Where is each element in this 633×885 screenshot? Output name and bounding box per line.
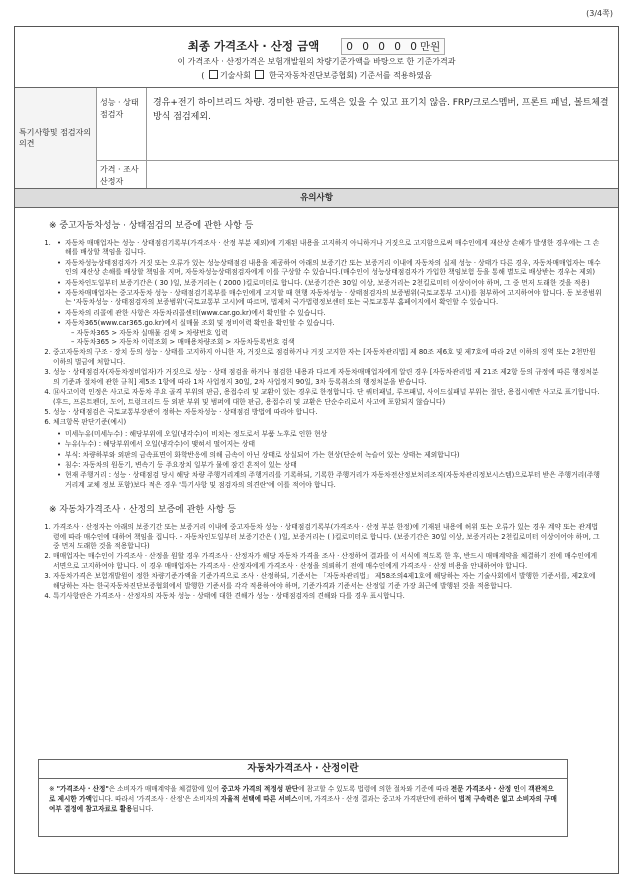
car365-text: 자동차365(www.car365.go.kr)에서 실매물 조회 및 정비이력 확인을 확인할 수 있습니다.	[65, 319, 335, 328]
final-price-description: 이 가격조사 · 산정가격은 보험개발원의 차량기준가액을 바탕으로 한 기준가격과	[177, 57, 456, 66]
appraiser-label: 가격 · 조사산정자	[97, 161, 147, 188]
list-item: 4. ⑭사고이력 인정은 사고로 자동차 주요 골격 부위의 판금, 용접수리 및 교환이 있는 경우로 한정합니다. 단 쿼터패널, 루프패널, 사이드실패널 부위는 절단, 용접시에만 사고로 표기합니다. (후드, 프론트펜더, 도어, 트렁크리드 등 외판 부위 및 범퍼에 대한 판금, 용접수리 및 교환은 단순수리로서 사고에 포함되지 않습니다)	[53, 388, 604, 407]
list-item: • 자동차매매업자는 중고자동차 성능 · 상태점검기록부를 매수인에게 고지할 때 현행 자동차성능 · 상태점검자의 보증범위(국토교통부 고시)를 첨부하여 고지하여야 합니다. 동 보증범위는 '자동차성능 · 상태점검자의 보증범위'(국토교통부 고시)에 따르며, 법제처 국가법령정보센터 또는 국토교통부 홈페이지에서 확인할 수 있습니다.	[65, 289, 604, 308]
criteria-heading: 체크항목 판단기준(예시)	[53, 418, 127, 427]
text-part: "가격조사 · 산정"	[56, 785, 109, 793]
final-price-section	[15, 27, 618, 88]
list-item: 3. 자동차가격은 보험개발원이 정한 차량기준가액을 기준가격으로 조사 · 산정하되, 기준서는 「자동차관리법」 제58조의4제1호에 해당하는 자는 기술사회에서 발행한 기준서를, 제2호에 해당하는 자는 한국자동차진단보증협회에서 발행한 기준서를 각각 적용하여야 하며, 기준가격과 기준서는 산정일 기준 가장 최근에 발행된 것을 적용합니다.	[53, 572, 604, 591]
list-item: • 현재 주행거리 : 성능 · 상태점검 당시 해당 차량 주행거리계의 주행거리를 기록하되, 기록한 주행거리가 자동차전산정보처리조직(자동차관리정보시스템)으로부터 받은 주행거리(주행거리계 교체 정보 포함)보다 적은 경우 '특기사항 및 점검자의 의견란'에 이를 적어야 합니다.	[65, 471, 604, 490]
amount-value: 0 0 0 0 0	[346, 41, 420, 53]
list-item: • 미세누유(미세누수) : 해당부위에 오일(냉각수)이 비치는 정도로서 부품 노후로 인한 현상	[65, 430, 604, 439]
amount-unit: 만원	[419, 41, 441, 53]
checkbox-diagnosis-association[interactable]	[255, 70, 264, 79]
list-item: • 자동차의 리콜에 관한 사항은 자동차리콜센터(www.car.go.kr)에서 확인할 수 있습니다.	[65, 309, 604, 318]
text-part: 됩니다.	[132, 805, 154, 813]
opinion-content	[97, 88, 618, 188]
text-part: 은 소비자가 매매계약을 체결함에 있어	[108, 785, 222, 793]
list-item: 3. 성능 · 상태점검자(자동차정비업자)가 거짓으로 성능 · 상태 점검을 하거나 점검한 내용과 다르게 자동차매매업자에게 알린 경우 [자동차관리법 제 21조 제2항 등의 규정에 따른 행정처분의 기준과 절차에 관한 규칙] 제5조 1항에 따라 1차 사업정지 30일, 2차 사업정지 90일, 3차 등록취소의 행정처분을 받습니다.	[53, 368, 604, 387]
form-frame	[14, 26, 619, 874]
price-appraisal-definition-box	[38, 759, 568, 837]
inspector-label: 성능 · 상태점검자	[97, 88, 147, 160]
text-part: 에 참고할 수 있도록 법령에 의한 절차와 기준에 따라	[298, 785, 451, 793]
appraiser-opinion-text[interactable]	[147, 161, 618, 188]
definition-text	[39, 779, 567, 819]
inspector-opinion-text[interactable]: 경유+전기 하이브리드 차량. 경미한 판금, 도색은 있을 수 있고 표기치 않음. FRP/크로스멤버, 프론트 패널, 볼트체결방식 점검제외.	[153, 98, 609, 122]
list-item: • 부식: 차량하부와 외판의 금속표면이 화학반응에 의해 금속이 아닌 상태로 상실되어 가는 현상(단순히 녹슬어 있는 상태는 제외합니다)	[65, 451, 604, 460]
text-part: 이며, 가격조사 · 산정 결과는 중고차 가격판단에 관하여	[297, 795, 459, 803]
checkbox-engineers-association[interactable]	[209, 70, 218, 79]
car365-step-1: – 자동차365 > 자동차 실매물 검색 > 차량번호 입력	[71, 328, 228, 337]
inspection-notes-list	[15, 239, 618, 490]
final-price-title: 최종 가격조사 · 산정 금액	[187, 39, 320, 53]
car365-step-2: – 자동차365 > 자동차 이력조회 > 매매용차량조회 > 자동차등록번호 검색	[71, 338, 295, 347]
text-part: 이	[519, 785, 529, 793]
text-part: 중고차 가격의 적정성 판단	[221, 785, 299, 793]
list-item	[53, 239, 604, 347]
final-price-row	[15, 38, 618, 55]
opinion-label: 특기사항및 점검자의의견	[15, 88, 97, 188]
list-item: • 1. 자동차 매매업자는 성능 · 상태점검기록부(가격조사 · 산정 부분 제외)에 기재된 내용을 고지하지 아니하거나 거짓으로 고지함으로써 매수인에게 재산상 손해가 발생한 경우에는 그 손해를 배상할 책임을 집니다.	[65, 239, 604, 258]
notes-title: 유의사항	[15, 189, 618, 208]
appraiser-opinion-row	[97, 161, 618, 188]
text-part: 자율적 선택에 따른 서비스	[220, 795, 298, 803]
list-item: • 누유(누수) : 해당부위에서 오일(냉각수)이 맺혀서 떨어지는 상태	[65, 440, 604, 449]
criteria-list	[53, 430, 604, 490]
bullet-list	[53, 239, 604, 347]
list-item	[53, 418, 604, 490]
inspection-warranty-heading: ※ 중고자동차성능 · 상태점검의 보증에 관한 사항 등	[49, 221, 254, 231]
final-price-amount	[341, 38, 445, 55]
list-item: 2. 중고자동차의 구조 · 장치 등의 성능 · 상태를 고지하지 아니한 자, 거짓으로 점검하거나 거짓 고지한 자는 [자동차관리법] 제 80조 제6호 및 제7호에 따라 2년 이하의 징역 또는 2천만원 이하의 벌금에 처합니다.	[53, 348, 604, 367]
list-item: • 자동차인도일부터 보증기간은 ( 30 )일, 보증거리는 ( 2000 )킬로미터로 합니다. (보증기간은 30일 이상, 보증거리는 2천킬로미터 이상이어야 하며, 그 중 먼저 도래한 것을 적용)	[65, 279, 604, 288]
list-item: • 자동차성능상태점검자가 거짓 또는 오류가 있는 성능상태점검 내용을 제공하여 아래의 보증기간 또는 보증거리 이내에 자동차의 실제 성능 · 상태가 다른 경우, 자동차매매업자는 매수인의 재산상 손해를 배상할 책임을 지며, 자동차성능상태점검자에게 이를 구상할 수 있습니다.(매수인이 성능상태점검자가 가입한 책임보험 등을 통해 별도로 배상받는 경우는 제외)	[65, 259, 604, 278]
list-item: 5. 성능 · 상태점검은 국토교통부장관이 정하는 자동차성능 · 상태점검 방법에 따라야 합니다.	[53, 408, 604, 417]
text-part: ※	[49, 785, 57, 793]
text-part: 객관적으로 제시한 가액	[49, 785, 554, 803]
standard-selection: ( 기술사회 한국자동차진단보증협회) 기준서를 적용하였음	[201, 71, 432, 80]
list-item: 2. 매매업자는 매수인이 가격조사 · 산정을 원할 경우 가격조사 · 산정자가 해당 자동차 가격을 조사 · 산정하여 결과를 이 서식에 적도록 한 후, 반드시 매매계약을 체결하기 전에 매수인에게 서면으로 고지하여야 합니다. 이 경우 매매업자는 가격조사 · 산정자에게 가격조사 · 산정을 의뢰하기 전에 매수인에게 가격조사 · 산정 비용을 안내하여야 합니다.	[53, 552, 604, 571]
text-part: 입니다. 따라서 '가격조사 · 산정'은 소비자의	[91, 795, 221, 803]
text-part: 전문 가격조사 · 산정 인	[450, 785, 520, 793]
list-item: • 침수: 자동차의 원동기, 변속기 등 주요장치 일부가 물에 잠긴 흔적이 있는 상태	[65, 461, 604, 470]
text-part: 법적 구속력은 없고 소비자의 구매여부 결정에 참고자료로 활용	[49, 795, 557, 813]
list-item: 4. 특기사항란은 가격조사 · 산정자의 자동차 성능 · 상태에 대한 견해가 성능 · 상태점검자의 견해와 다를 경우 표시합니다.	[53, 592, 604, 601]
page-number: (3/4쪽)	[586, 9, 613, 18]
option-engineers-association: 기술사회	[219, 71, 251, 80]
list-item: 1. 가격조사 · 산정자는 아래의 보증기간 또는 보증거리 이내에 중고자동차 성능 · 상태점검기록부(가격조사 · 산정 부분 한정)에 기재된 내용에 허위 또는 오류가 있는 경우 계약 또는 관계법령에 따라 매수인에 대하여 책임을 집니다. - 자동차인도일부터 보증기간은 ( )일, 보증거리는 ( )킬로미터로 합니다. (보증기간은 30일 이상, 보증거리는 2천킬로미터 이상이어야 하며, 그 중 먼저 도래한 것을 적용합니다)	[53, 523, 604, 551]
price-notes-list	[15, 523, 618, 601]
inspector-opinion-row	[97, 88, 618, 161]
list-item	[65, 319, 604, 347]
opinion-section	[15, 88, 618, 189]
price-warranty-heading: ※ 자동차가격조사 · 산정의 보증에 관한 사항 등	[49, 505, 236, 516]
option-diagnosis-association: 한국자동차진단보증협회) 기준서를 적용하였음	[268, 71, 432, 80]
definition-title: 자동차가격조사 · 산정이란	[39, 760, 567, 779]
